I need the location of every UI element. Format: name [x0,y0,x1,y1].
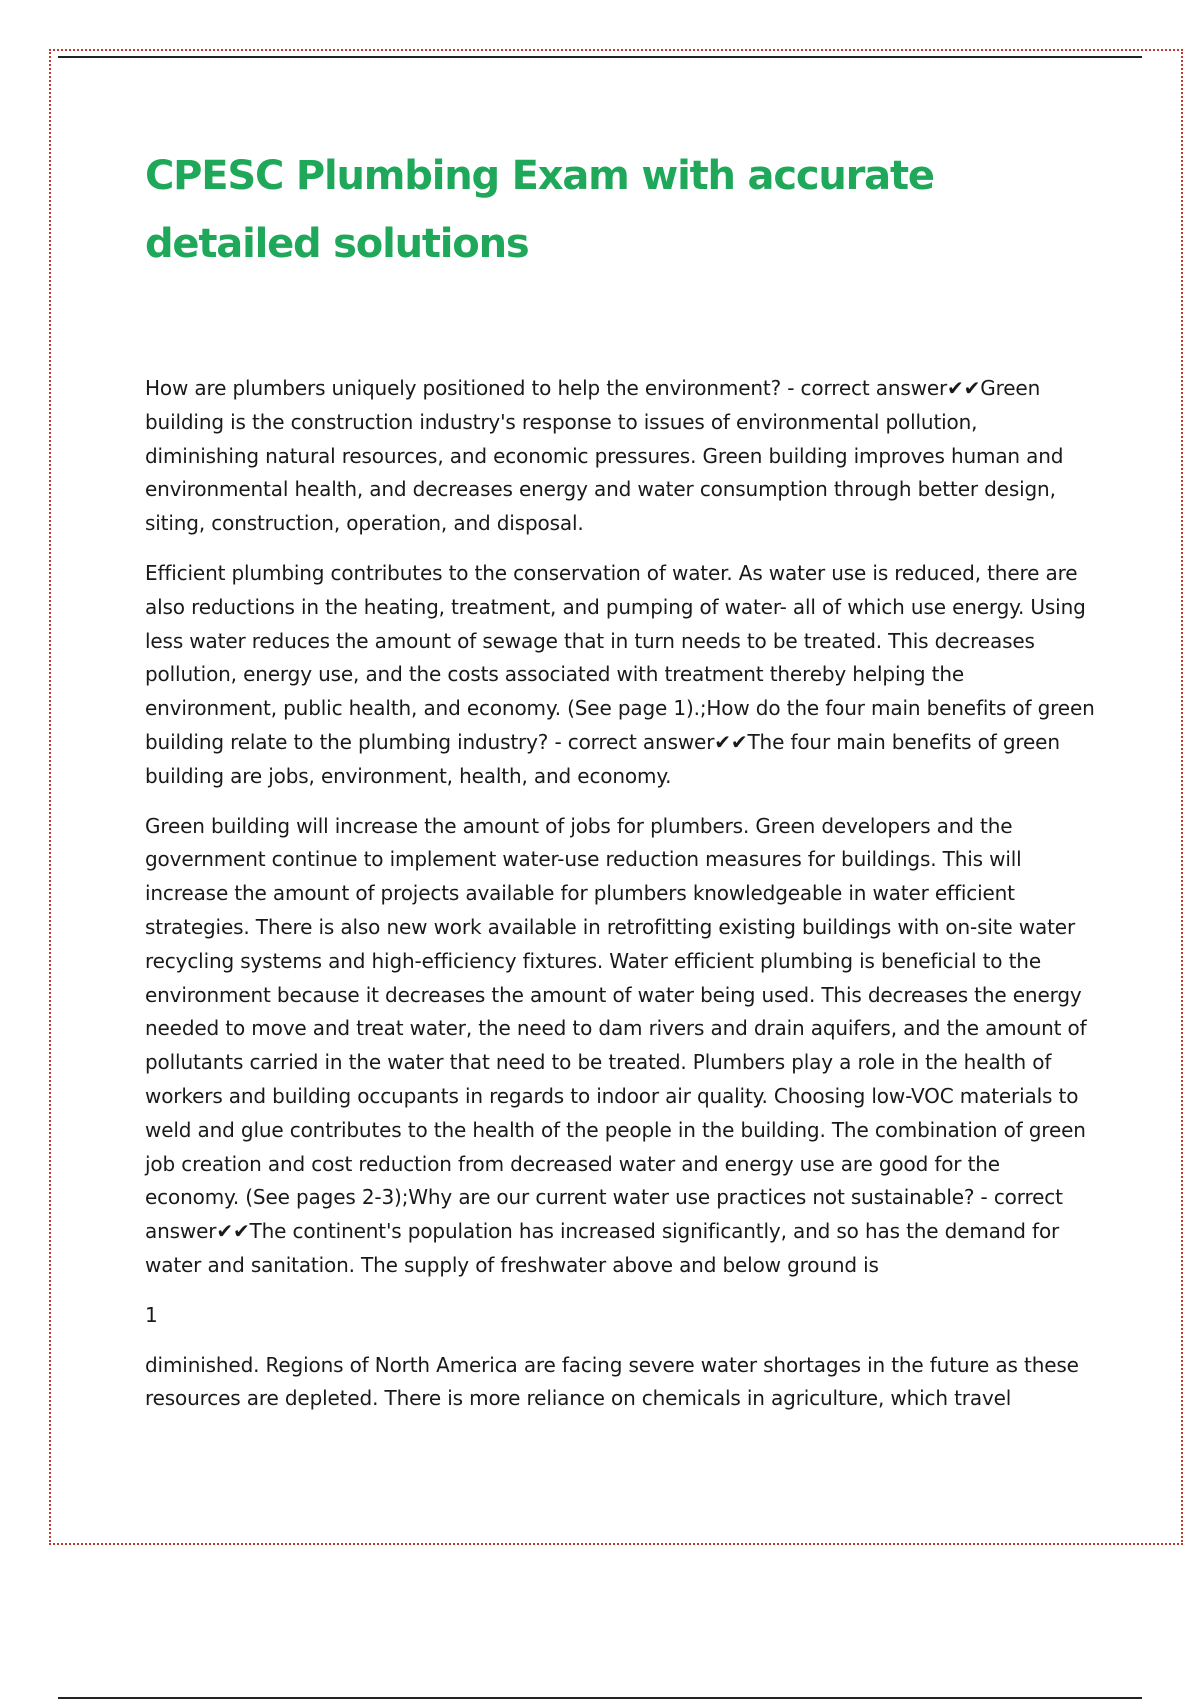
document-title: CPESC Plumbing Exam with accurate detailed solutions [145,153,934,267]
top-rule [58,56,1142,58]
paragraph: How are plumbers uniquely positioned to help the environment? - correct answer✔✔Green building is the construction industry's response to issues of environmental pollution, diminishing natural resources, and economic pressures. Green building improves human and environmental health, and decreases energy and water consumption through better design, siting, construction, operation, and disposal. [145,376,1064,536]
page-number: 1 [145,1302,158,1327]
document-body [145,372,1095,1432]
paragraph: Green building will increase the amount of jobs for plumbers. Green developers and the government continue to implement water-use reduction measures for buildings. This will increase the amount of projects available for plumbers knowledgeable in water efficient strategies. There is also new work available in retrofitting existing buildings with on-site water recycling systems and high-efficiency fixtures. Water efficient plumbing is beneficial to the environment because it decreases the amount of water being used. This decreases the energy needed to move and treat water, the need to dam rivers and drain aquifers, and the amount of pollutants carried in the water that need to be treated. Plumbers play a role in the health of workers and building occupants in regards to indoor air quality. Choosing low-VOC materials to weld and glue contributes to the health of the people in the building. The combination of green job creation and cost reduction from decreased water and energy use are good for the economy. (See pages 2-3);Why are our current water use practices not sustainable? - correct answer✔✔The continent's population has increased significantly, and so has the demand for water and sanitation. The supply of freshwater above and below ground is [145,813,1087,1277]
paragraph: diminished. Regions of North America are facing severe water shortages in the future as these resources are depleted. There is more reliance on chemicals in agriculture, which travel [145,1352,1079,1411]
bottom-rule [58,1697,1142,1699]
paragraph: Efficient plumbing contributes to the conservation of water. As water use is reduced, there are also reductions in the heating, treatment, and pumping of water- all of which use energy. Using less water reduces the amount of sewage that in turn needs to be treated. This decreases pollution, energy use, and the costs associated with treatment thereby helping the environment, public health, and economy. (See page 1).;How do the four main benefits of green building relate to the plumbing industry? - correct answer✔✔The four main benefits of green building are jobs, environment, health, and economy. [145,560,1095,788]
